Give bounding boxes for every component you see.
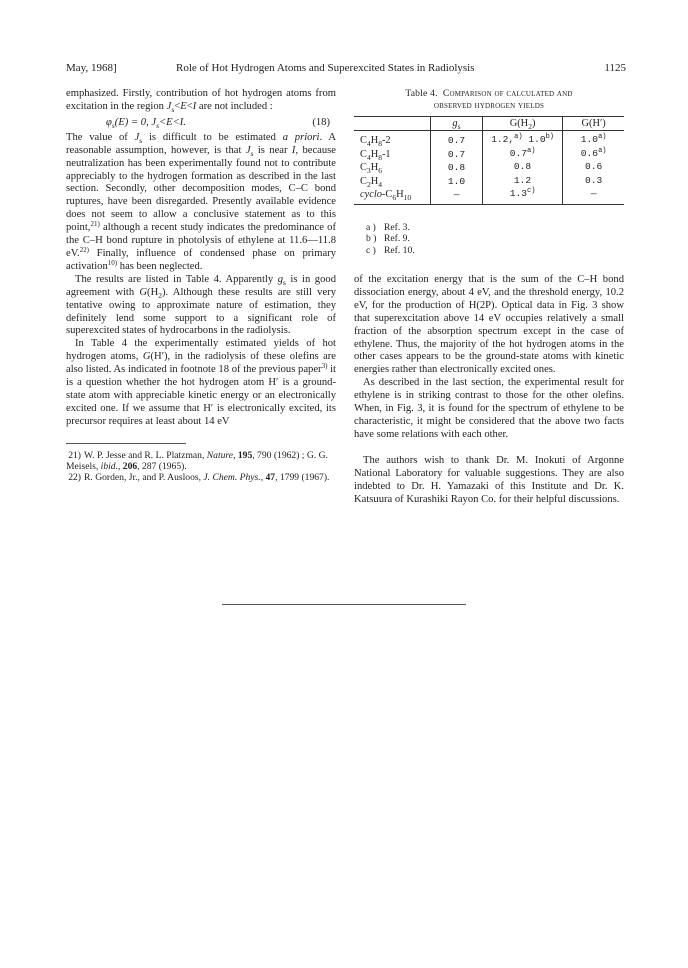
compound: $C_3H_6$ <box>360 162 382 176</box>
header-title: Role of Hot Hydrogen Atoms and Superexcited States in Radiolysis <box>176 62 475 74</box>
table-header-row <box>354 117 624 131</box>
paragraph: In Table 4 the experimentally estimated yields of hot hydrogen atoms, G(H′), in the radiolysis of these olefins are also listed. As indicated in footnote 18 of the previous paper$^{3)}$ it is a question whether the hot hydrogen atom H′ is a ground-state atom with appreciable kinetic energy or an electronically excited one. If we assume that H′ is electronically excited, its precursor requires at least about 14 eV <box>66 338 337 427</box>
citation-10: 10) <box>107 258 118 267</box>
paragraph: The results are listed in Table 4. Apparently $g_s$ is in good agreement with $G(H_2)$. Although these results are still very tentative owing to approximate nature of estimation, they definitely lend some support to a significant role of superexcited states of hydrocarbons in the radiolysis. <box>66 273 336 337</box>
footnote-rule <box>66 443 186 444</box>
g-hprime-value: 1.0$^{a)}$ <box>563 131 624 148</box>
paragraph: As described in the last section, the experimental result for ethylene is in striking contrast to those for the other olefins. When, in Fig. 3, it is found for the spectrum of ethylene to be characteristic, it might be considered that the above two facts have some relations with each other. <box>354 377 624 440</box>
right-column <box>354 274 624 506</box>
end-rule <box>222 604 466 605</box>
table-caption: Table 4. Comparison of calculated and observed hydrogen yields <box>405 88 573 111</box>
table-note: a ) Ref. 3. <box>366 222 410 233</box>
header-gs: $g_s$ <box>431 117 483 131</box>
table-notes <box>366 222 415 256</box>
gs-value: 0.7 <box>431 131 483 148</box>
table-row <box>354 148 624 162</box>
table-note: b ) Ref. 9. <box>366 233 410 245</box>
gs-value: 0.8 <box>431 161 483 175</box>
table-number: Table 4. <box>405 88 438 99</box>
g-h2-value: 0.8 <box>482 161 562 175</box>
g-hprime-value: — <box>563 188 624 204</box>
compound: $C_2H_4$ <box>360 175 382 189</box>
acknowledgement: The authors wish to thank Dr. M. Inokuti of Argonne National Laboratory for valuable suggestions. They are also indebted to Dr. H. Yamazaki of this Institute and Dr. K. Katsuura of Kurashiki Rayon Co. for their helpful discussions. <box>354 454 624 505</box>
paragraph: The value of $J_s$ is difficult to be estimated a priori. A reasonable assumption, however, is that $J_s$ is near I, because neutralization has been experimentally found not to contribute appreciably to the hydrogen formation as described in the last section. Secondly, other decomposition modes, C–C bond ruptures, have been disregarded. Presently available evidence does not seem to allow a conclusive statement as to this point,$^{21)}$ although a recent study indicates the predominance of the C–H bond rupture in photolysis of ethylene at 11.6—11.8 eV.$^{22)}$ Finally, influence of condensed phase on primary activation$^{10)}$ has been neglected. <box>66 131 337 272</box>
g-hprime-value: 0.6 <box>563 161 624 175</box>
equation-18 <box>66 117 336 131</box>
table-row <box>354 188 624 204</box>
footnote-21: 21) W. P. Jesse and R. L. Platzman, Nature, 195, 790 (1962) ; G. G. Meisels, ibid., 206, 287 (1965). <box>66 449 328 473</box>
page-number: 1125 <box>604 62 626 74</box>
gs-value: 1.0 <box>431 175 483 189</box>
footnote-22: 22) R. Gorden, Jr., and P. Ausloos, J. Chem. Phys., 47, 1799 (1967). <box>68 472 330 484</box>
table-row <box>354 161 624 175</box>
gs-value: — <box>431 188 483 204</box>
equation: $\varphi_s(E) = 0$, $J_s<E<I$. <box>106 116 186 130</box>
paragraph: of the excitation energy that is the sum of the C–H bond dissociation energy, about 4 eV, and the threshold energy, 10.2 eV, for the production of H(2P). Optical data in Fig. 3 show that superexcitation above 14 eV occupies relatively a small fraction of the absorption spectrum except in the case of ethylene. Thus, the majority of the hot hydrogen atoms in the other cases appears to be the ground-state atoms with kinetic energies rather than electronically excited ones. <box>354 274 624 376</box>
header-blank <box>354 117 431 131</box>
table-note: c ) Ref. 10. <box>366 244 415 256</box>
g-hprime-value: 0.3 <box>563 175 624 189</box>
table-4 <box>354 116 624 205</box>
citation-3: 3) <box>321 362 328 371</box>
citation-21: 21) <box>90 220 100 229</box>
running-header <box>66 62 626 76</box>
table-row <box>354 175 624 189</box>
header-g-h2: $G(H_2)$ <box>482 117 562 131</box>
g-h2-value: 1.3$^{c)}$ <box>482 188 562 204</box>
compound: cyclo-$C_6H_{10}$ <box>354 188 431 204</box>
compound: $C_4H_8-1$ <box>360 148 391 162</box>
g-h2-value: 0.7$^{a)}$ <box>482 148 562 162</box>
citation-22: 22) <box>79 245 89 254</box>
table-row <box>354 131 624 148</box>
paragraph: emphasized. Firstly, contribution of hot hydrogen atoms from excitation in the region $J_s<E<I$ are not included : <box>66 88 336 115</box>
equation-number: (18) <box>312 116 330 128</box>
header-date: May, 1968] <box>66 62 117 74</box>
compound: $C_4H_8-2$ <box>360 135 391 149</box>
header-g-hprime: G(H′) <box>563 117 624 131</box>
g-h2-value: 1.2 <box>482 175 562 189</box>
left-column <box>66 88 336 484</box>
g-hprime-value: 0.6$^{a)}$ <box>563 148 624 162</box>
gs-value: 0.7 <box>431 148 483 162</box>
g-h2-value: 1.2,$^{a)}$ 1.0$^{b)}$ <box>482 131 562 148</box>
